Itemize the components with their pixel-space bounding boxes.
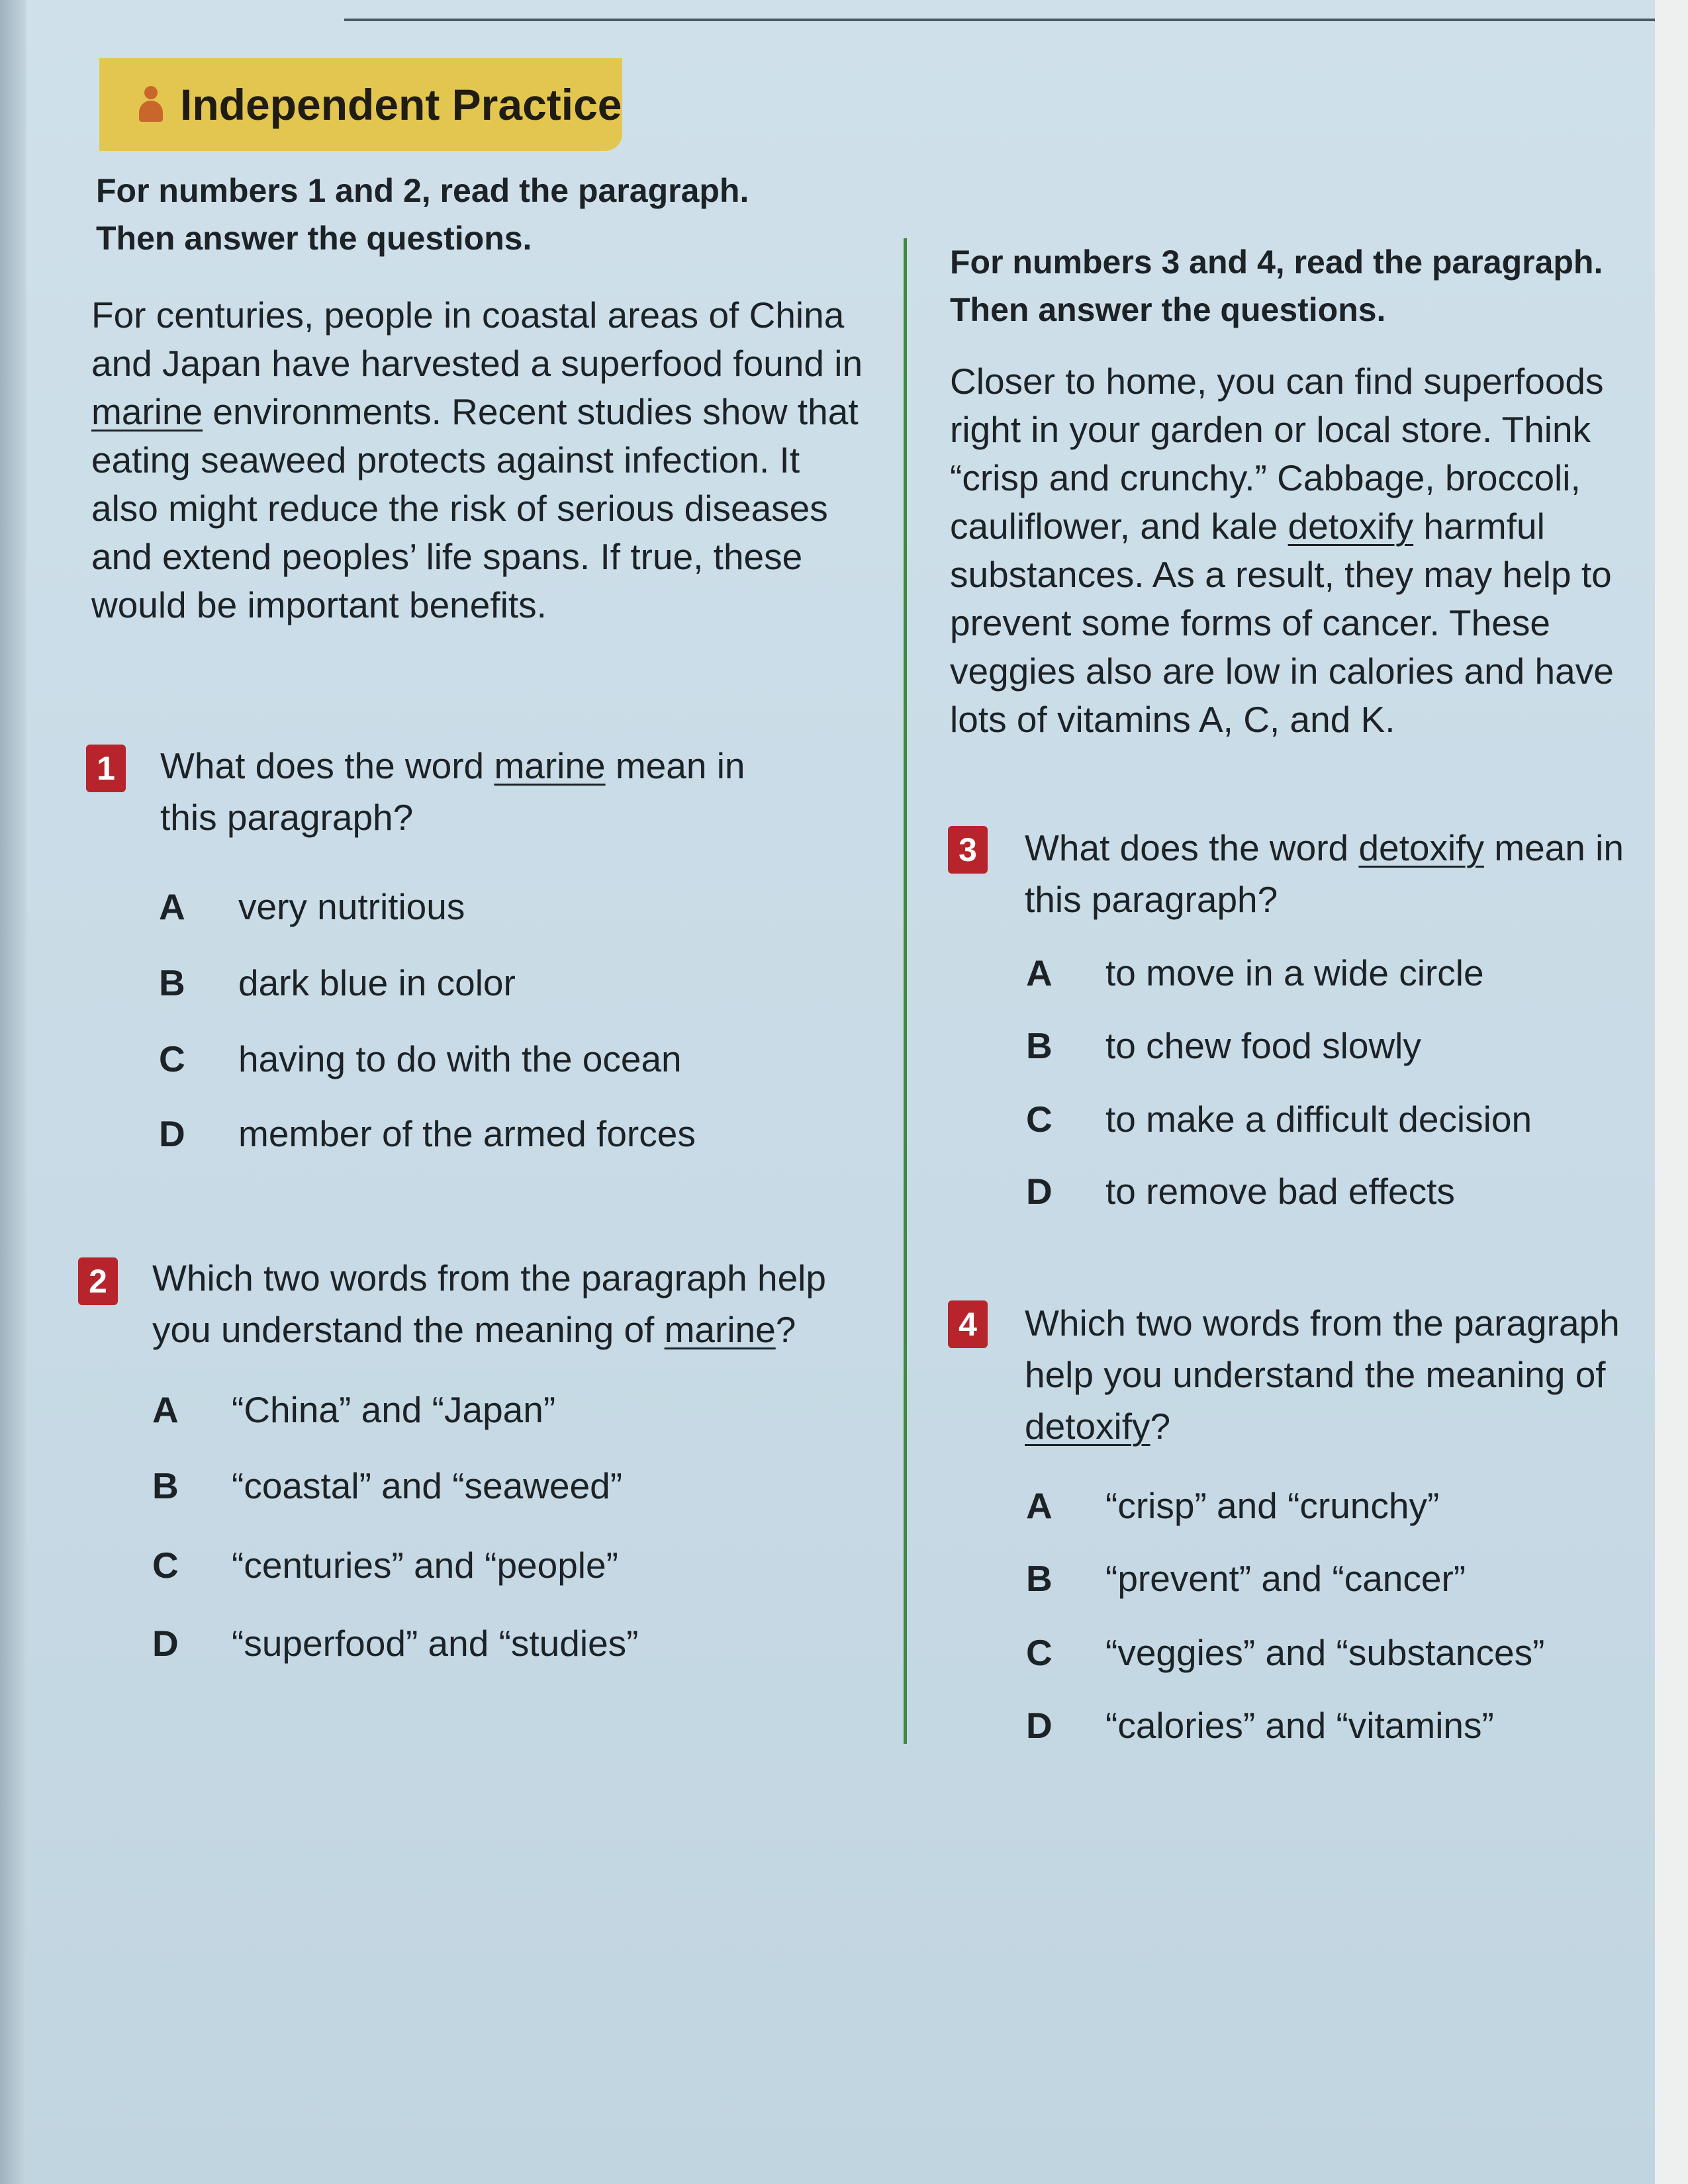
question-1-text: What does the word marine mean in this paragraph? (160, 745, 745, 838)
question-3-badge: 3 (948, 826, 988, 874)
question-4-text: Which two words from the paragraph help you understand the meaning of detoxify? (1025, 1302, 1620, 1447)
page-edge (1655, 0, 1688, 2184)
right-paragraph: Closer to home, you can find superfoods right in your garden or local store. Think “crisp and crunchy.” Cabbage, broccoli, cauliflower, and kale detoxify harmful substances. As a result, they may help to prevent some forms of cancer. These veggies also are low in calories and have lots of vitamins A, C, and K. (950, 361, 1614, 740)
q1-option-a[interactable]: A very nutritious (159, 886, 465, 927)
page-spine-shadow (0, 0, 26, 2184)
q3-option-c[interactable]: C to make a difficult decision (1026, 1099, 1532, 1140)
q4-option-a[interactable]: A “crisp” and “crunchy” (1026, 1485, 1440, 1526)
detoxify-word: detoxify (1358, 827, 1484, 868)
question-1-badge: 1 (86, 745, 126, 792)
banner-title: Independent Practice (180, 80, 622, 129)
detoxify-word: detoxify (1288, 506, 1414, 547)
person-icon (139, 86, 163, 123)
question-3-text: What does the word detoxify mean in this paragraph? (1025, 827, 1624, 920)
q3-option-b[interactable]: B to chew food slowly (1026, 1025, 1421, 1066)
left-paragraph: For centuries, people in coastal areas of China and Japan have harvested a superfood found in marine environments. Recent studies show that eating seaweed protects against infection. It also might reduce the risk of serious diseases and extend peoples’ life spans. If true, these would be important benefits. (91, 295, 863, 625)
section-banner (99, 58, 622, 151)
question-4-badge: 4 (948, 1300, 988, 1348)
question-2-text: Which two words from the paragraph help you understand the meaning of marine? (152, 1257, 826, 1350)
q2-option-b[interactable]: B “coastal” and “seaweed” (152, 1465, 623, 1506)
q2-option-c[interactable]: C “centuries” and “people” (152, 1545, 618, 1586)
q3-option-a[interactable]: A to move in a wide circle (1026, 952, 1484, 993)
q1-option-c[interactable]: C having to do with the ocean (159, 1038, 682, 1079)
marine-word: marine (494, 745, 606, 786)
right-instructions (950, 238, 1652, 334)
q2-option-d[interactable]: D “superfood” and “studies” (152, 1623, 639, 1664)
left-instruction-line2: Then answer the questions. (96, 220, 532, 257)
detoxify-word: detoxify (1025, 1406, 1150, 1447)
q1-option-b[interactable]: B dark blue in color (159, 962, 516, 1003)
q1-option-d[interactable]: D member of the armed forces (159, 1113, 696, 1154)
q3-option-d[interactable]: D to remove bad effects (1026, 1171, 1455, 1212)
right-instruction-line1: For numbers 3 and 4, read the paragraph. (950, 244, 1603, 281)
q4-option-b[interactable]: B “prevent” and “cancer” (1026, 1558, 1466, 1599)
left-instructions (96, 167, 890, 262)
q4-option-c[interactable]: C “veggies” and “substances” (1026, 1632, 1545, 1673)
marine-word: marine (91, 391, 203, 432)
marine-word: marine (664, 1309, 776, 1350)
question-2-badge: 2 (78, 1257, 118, 1305)
column-divider (904, 238, 907, 1744)
q2-option-a[interactable]: A “China” and “Japan” (152, 1389, 556, 1430)
right-instruction-line2: Then answer the questions. (950, 291, 1386, 328)
q4-option-d[interactable]: D “calories” and “vitamins” (1026, 1705, 1494, 1746)
left-instruction-line1: For numbers 1 and 2, read the paragraph. (96, 172, 749, 209)
top-rule (344, 19, 1655, 21)
